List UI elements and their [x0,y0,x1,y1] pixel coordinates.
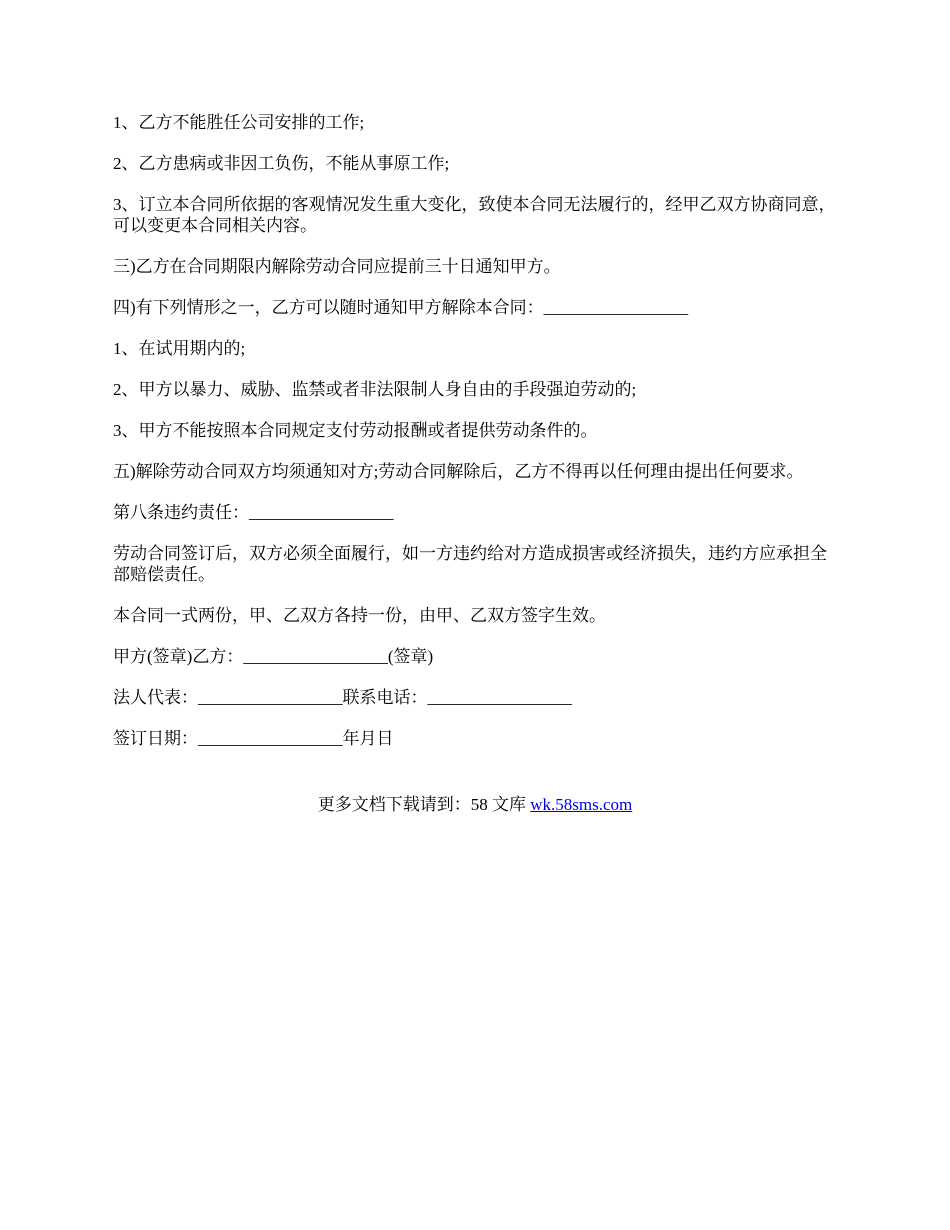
paragraph-article-8: 第八条违约责任：_________________ [113,503,394,522]
paragraph-section-5: 五)解除劳动合同双方均须通知对方;劳动合同解除后，乙方不得再以任何理由提出任何要求。 [113,462,804,481]
signature-line-representative: 法人代表：_________________联系电话：_________________ [113,688,572,707]
paragraph-section-4: 四)有下列情形之一，乙方可以随时通知甲方解除本合同：_________________ [113,298,689,317]
footer-download-note [0,794,950,815]
footer-prefix: 更多文档下载请到：58 文库 [317,795,531,814]
paragraph-clause-1: 1、乙方不能胜任公司安排的工作; [113,113,365,132]
paragraph-clause-3: 3、订立本合同所依据的客观情况发生重大变化，致使本合同无法履行的，经甲乙双方协商同意，可以变更本合同相关内容。 [113,195,836,235]
paragraph-section-3: 三)乙方在合同期限内解除劳动合同应提前三十日通知甲方。 [113,257,561,276]
document-body [113,112,841,769]
signature-line-date: 签订日期：_________________年月日 [113,729,394,748]
footer-link[interactable]: wk.58sms.com [530,795,633,814]
paragraph-copies: 本合同一式两份，甲、乙双方各持一份，由甲、乙双方签字生效。 [113,606,606,625]
paragraph-item-3: 3、甲方不能按照本合同规定支付劳动报酬或者提供劳动条件的。 [113,421,598,440]
paragraph-clause-2: 2、乙方患病或非因工负伤，不能从事原工作; [113,154,450,173]
paragraph-liability: 劳动合同签订后，双方必须全面履行，如一方违约给对方造成损害或经济损失，违约方应承担全部赔偿责任。 [113,544,827,584]
paragraph-item-2: 2、甲方以暴力、威胁、监禁或者非法限制人身自由的手段强迫劳动的; [113,380,637,399]
paragraph-item-1: 1、在试用期内的; [113,339,246,358]
signature-line-parties: 甲方(签章)乙方：_________________(签章) [113,647,434,666]
